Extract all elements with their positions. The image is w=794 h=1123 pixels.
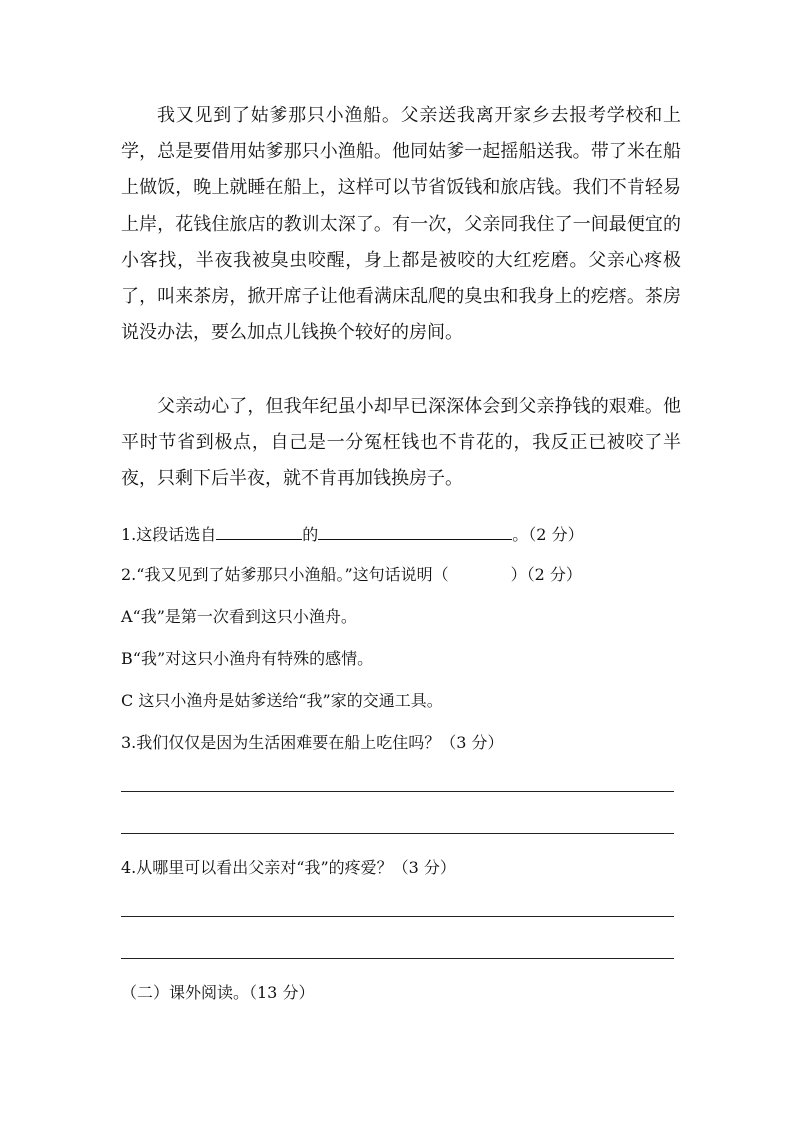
question-1-suffix: 。（2 分） xyxy=(512,525,584,544)
question-2-option-b: B“我”对这只小渔舟有特殊的感情。 xyxy=(121,649,374,668)
question-3: 3.我们仅仅是因为生活困难要在船上吃住吗？（3 分） xyxy=(121,733,504,752)
question-4-answer-line-1[interactable] xyxy=(121,916,674,917)
question-2-prefix: 2.“我又见到了姑爹那只小渔船。”这句话说明（ xyxy=(121,565,449,584)
passage-paragraph-1: 我又见到了姑爹那只小渔船。父亲送我离开家乡去报考学校和上学，总是要借用姑爹那只小渔船。他同姑爹一起摇船送我。带了米在船上做饭，晚上就睡在船上，这样可以节省饭钱和旅店钱。我们不肯轻易上岸，花钱住旅店的教训太深了。有一次，父亲同我住了一间最便宜的小客找，半夜我被臭虫咬醒，身上都是被咬的大红疙磨。父亲心疼极了，叫来茶房，掀开席子让他看满床乱爬的臭虫和我身上的疙瘩。茶房说没办法，要么加点儿钱换个较好的房间。 xyxy=(121,105,681,344)
question-1-blank-1[interactable] xyxy=(216,523,302,540)
passage-paragraph-2: 父亲动心了，但我年纪虽小却早已深深体会到父亲挣钱的艰难。他平时节省到极点，自己是一分冤枉钱也不肯花的，我反正已被咬了半夜，只剩下后半夜，就不肯再加钱换房子。 xyxy=(121,396,681,490)
question-4: 4.从哪里可以看出父亲对“我”的疼爱？（3 分） xyxy=(121,858,456,877)
question-3-answer-line-1[interactable] xyxy=(121,791,674,792)
question-3-answer-line-2[interactable] xyxy=(121,833,674,834)
question-2 xyxy=(121,564,582,586)
question-2-option-c: C 这只小渔舟是姑爹送给“我”家的交通工具。 xyxy=(121,691,443,710)
section-2-title: （二）课外阅读。（13 分） xyxy=(121,983,315,1002)
question-4-answer-line-2[interactable] xyxy=(121,958,674,959)
question-1-prefix: 1.这段话选自 xyxy=(121,525,217,544)
question-1 xyxy=(121,523,584,546)
question-2-option-a: A“我”是第一次看到这只小渔舟。 xyxy=(121,607,357,626)
question-1-blank-2[interactable] xyxy=(318,523,512,540)
question-1-middle: 的 xyxy=(302,525,319,544)
question-2-suffix: ）（2 分） xyxy=(510,565,582,584)
